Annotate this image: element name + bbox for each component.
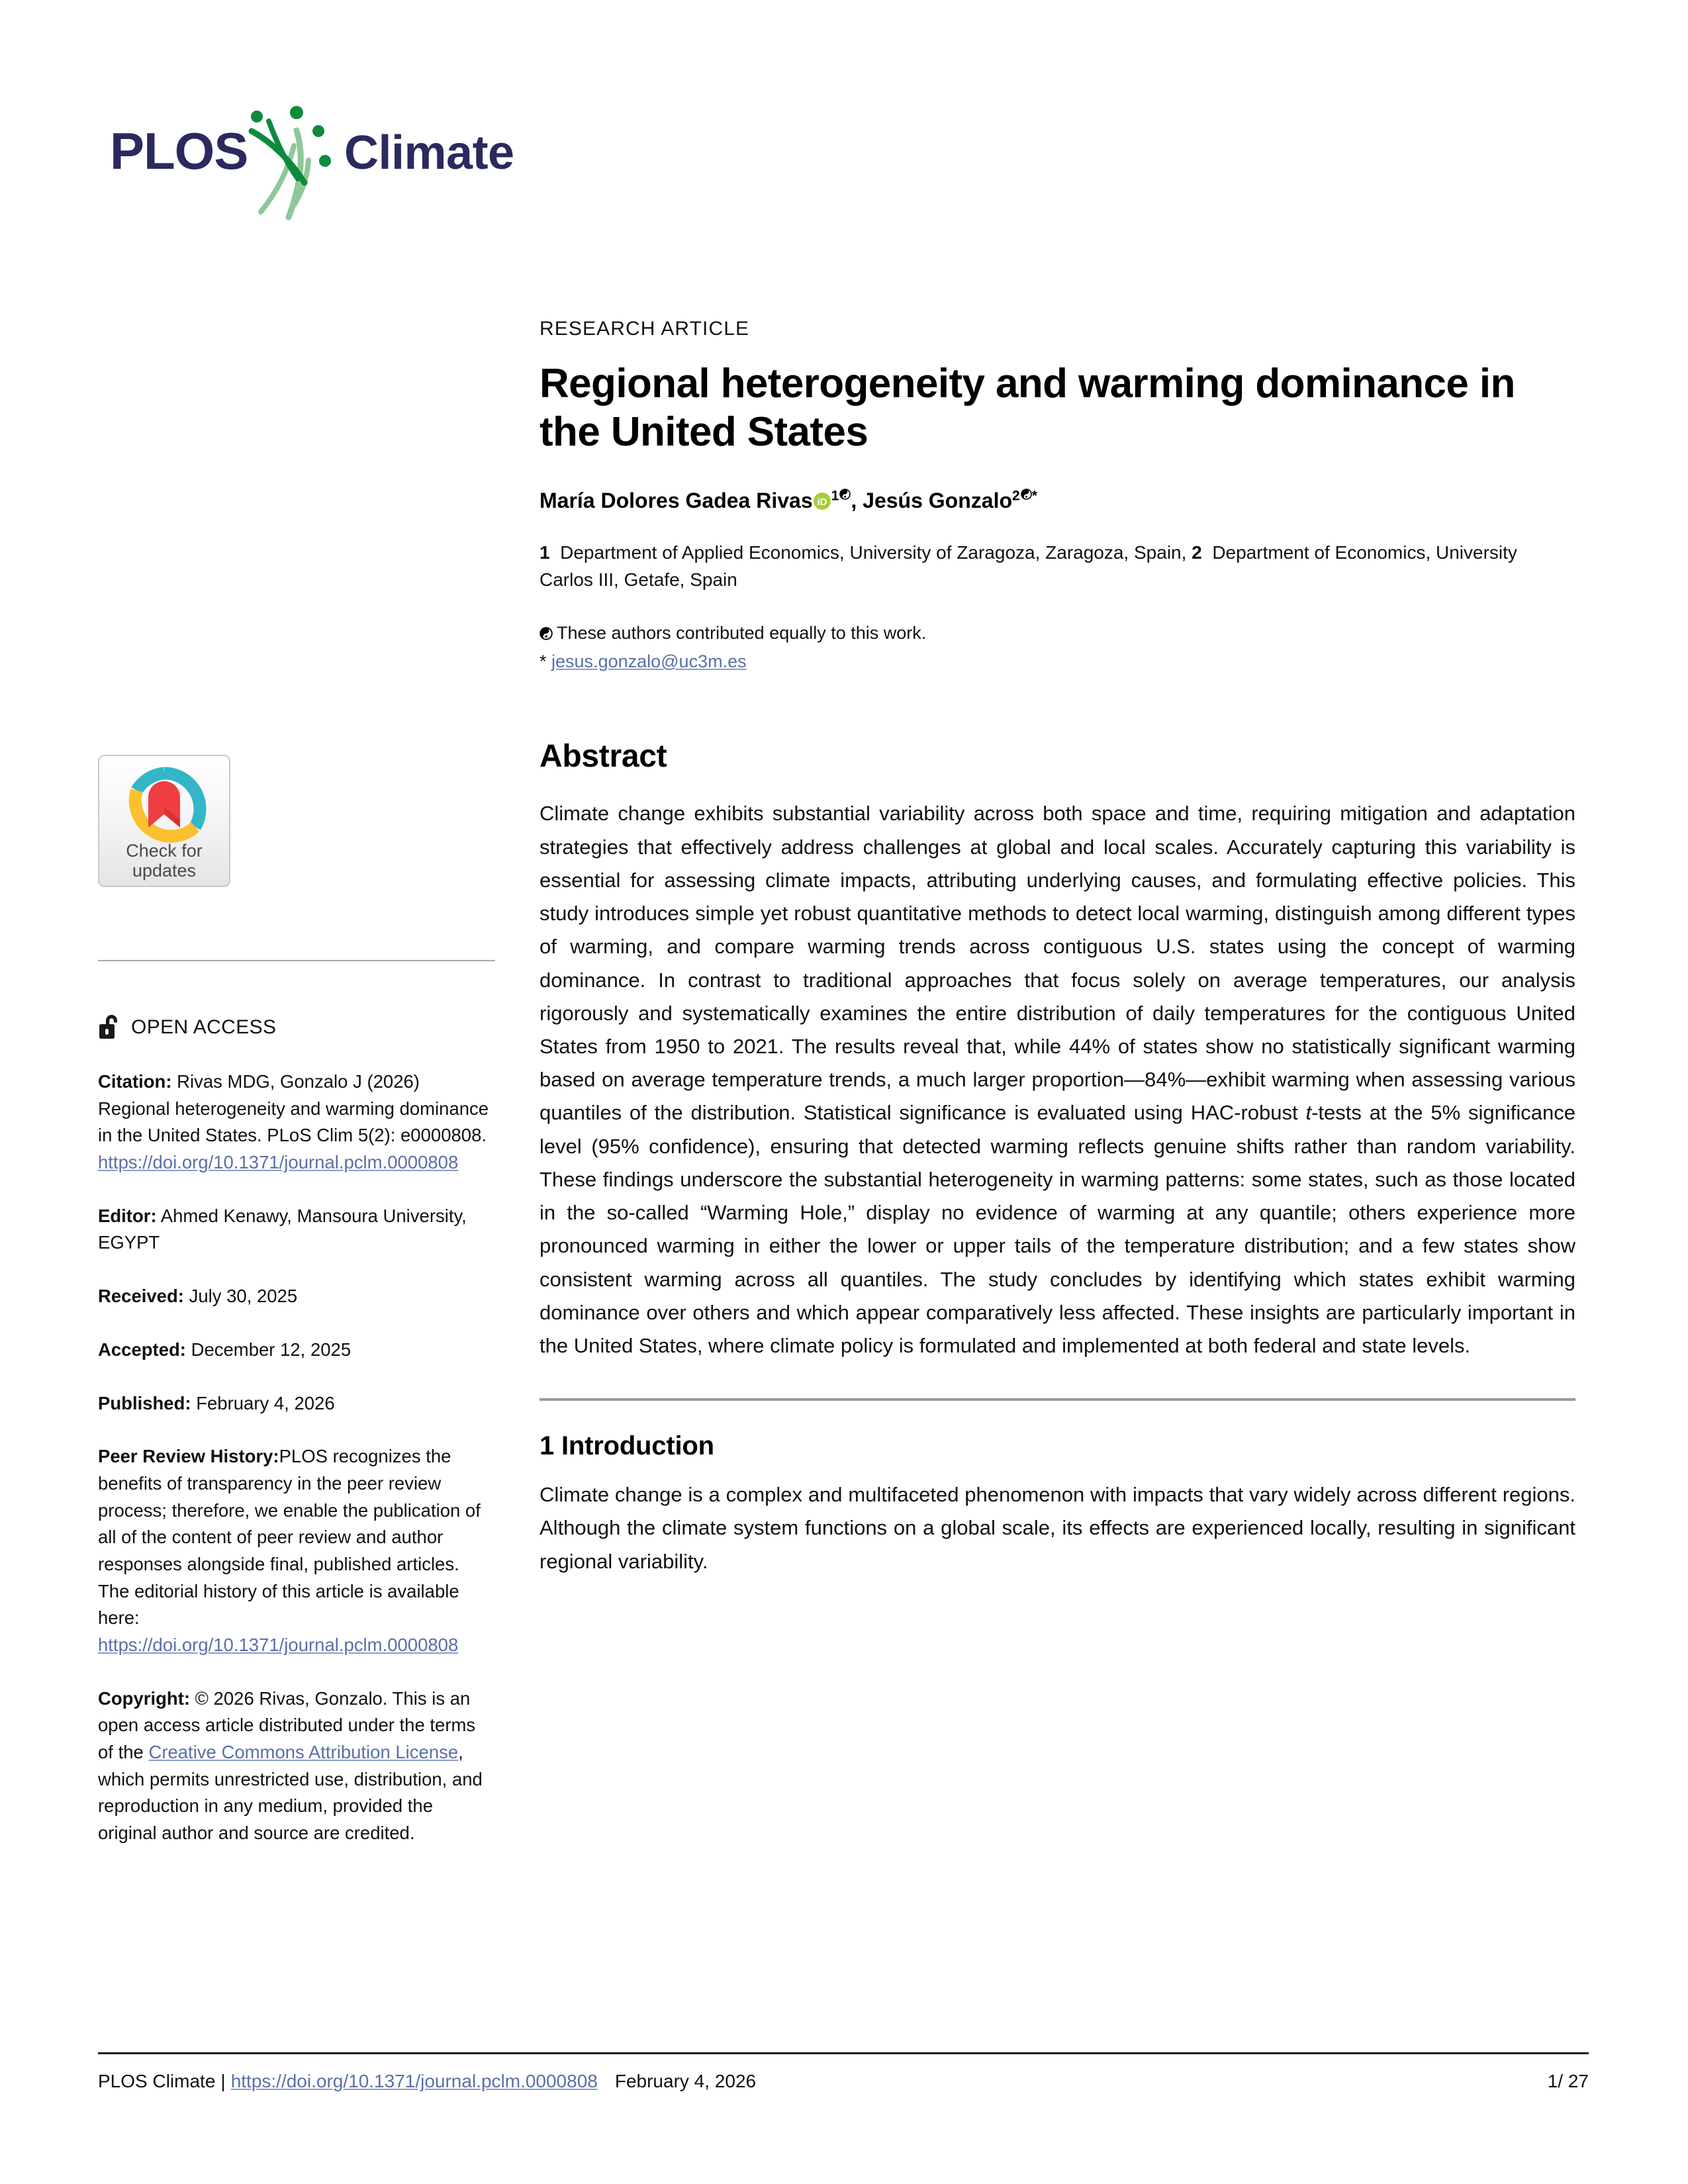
affiliation-1-number: 1 (539, 542, 550, 563)
sidebar (98, 755, 495, 1847)
plos-climate-logo-icon (98, 99, 522, 225)
accepted-date: December 12, 2025 (191, 1339, 352, 1360)
crossmark-badge[interactable] (98, 755, 230, 887)
published-block (98, 1390, 495, 1417)
published-label: Published: (98, 1392, 191, 1413)
footer-doi-link[interactable]: https://doi.org/10.1371/journal.pclm.0000808 (230, 2071, 598, 2091)
citation-label: Citation: (98, 1071, 172, 1092)
sidebar-divider (98, 960, 495, 961)
author-notes (539, 620, 1575, 675)
abstract-part-2: -tests at the 5% significance level (95% confidence), ensuring that detected warming reflects genuine shifts rather than random variability. These findings underscore the substantial heterogeneity in warming patterns: some states, such as those located in the so-called “Warming Hole,” display no evidence of warming at any quantile; others experience more pronounced warming in either the lower or upper tails of the temperature distribution; and a few states show consistent warming across all quantiles. The study concludes by identifying which states exhibit warming dominance over others and which appear comparatively less affected. These insights are particularly important in the United States, where climate policy is formulated and implemented at both federal and state levels. (539, 1101, 1575, 1357)
editor-block (98, 1203, 495, 1257)
cc-license-link[interactable]: Creative Commons Attribution License (148, 1742, 459, 1763)
crossmark-line-1: Check for (126, 840, 203, 861)
footer-date: February 4, 2026 (614, 2071, 757, 2091)
crossmark-label (99, 841, 229, 880)
open-lock-icon (98, 1013, 122, 1042)
author-name-1: María Dolores Gadea Rivas (539, 489, 813, 513)
article-type-kicker: RESEARCH ARTICLE (539, 318, 750, 340)
citation-doi-link[interactable]: https://doi.org/10.1371/journal.pclm.0000808 (98, 1152, 459, 1173)
footer-separator: | (220, 2071, 226, 2091)
accepted-block (98, 1337, 495, 1364)
abstract-heading: Abstract (539, 739, 667, 775)
equal-contribution-icon (539, 621, 553, 648)
section-divider (539, 1398, 1575, 1401)
editor-label: Editor: (98, 1205, 157, 1226)
main-content (539, 318, 1575, 1578)
editor-text: Ahmed Kenawy, Mansoura University, EGYPT (98, 1205, 467, 1253)
copyright-label: Copyright: (98, 1687, 191, 1709)
citation-text: Rivas MDG, Gonzalo J (2026) Regional heterogeneity and warming dominance in the United States. PLoS Clim 5(2): e0000808. (98, 1071, 489, 1146)
journal-logo[interactable] (98, 99, 522, 232)
open-access-label: OPEN ACCESS (131, 1016, 277, 1038)
page-title: Regional heterogeneity and warming dominance in the United States (539, 361, 1515, 455)
introduction-paragraph: Climate change is a complex and multifaceted phenomenon with impacts that vary widely across different regions. Although the climate system functions on a global scale, its effects are experienced locally, resulting in significant regional variability. (539, 1483, 1575, 1573)
corresponding-author-marker: * (1031, 488, 1037, 504)
peer-review-block (98, 1443, 495, 1659)
author-2-affiliation-marker: 2 (1012, 488, 1020, 504)
open-access-badge (98, 1013, 495, 1042)
abstract-part-1: Climate change exhibits substantial variability across both space and time, requiring mitigation and adaptation strategies that effectively address challenges at global and local scales. Accurately capturing this variability is essential for assessing climate impacts, attributing underlying causes, and formulating effective policies. This study introduces simple yet robust quantitative methods to detect local warming, distinguish among different types of warming, and compare warming trends across contiguous U.S. states using the concept of warming dominance. In contrast to traditional approaches that focus solely on average temperatures, our analysis rigorously and systematically examines the entire distribution of daily temperatures for the contiguous United States from 1950 to 2021. The results reveal that, while 44% of states show no statistically significant warming based on average temperature trends, a much larger proportion—84%—exhibit warming when assessing various quantiles of the distribution. Statistical significance is evaluated using HAC-robust (539, 802, 1575, 1125)
svg-text:iD: iD (817, 497, 827, 508)
peer-review-label: Peer Review History: (98, 1446, 279, 1467)
footer-divider (98, 2052, 1589, 2054)
accepted-label: Accepted: (98, 1339, 186, 1360)
footer-left (98, 2071, 756, 2092)
page-footer (98, 2071, 1589, 2092)
svg-text:Climate: Climate (344, 126, 514, 179)
equal-contribution-note (539, 620, 1575, 648)
affiliation-2-number: 2 (1192, 542, 1202, 563)
corresponding-email-link[interactable]: jesus.gonzalo@uc3m.es (551, 651, 747, 671)
received-block (98, 1283, 495, 1310)
published-date: February 4, 2026 (196, 1392, 335, 1413)
crossmark-line-2: updates (132, 860, 197, 880)
footer-journal-name: PLOS Climate (98, 2071, 216, 2091)
equal-contribution-text: These authors contributed equally to this work. (557, 623, 927, 643)
equal-contribution-marker-2 (1021, 487, 1032, 505)
author-name-2: Jesús Gonzalo (863, 489, 1012, 513)
affiliation-1-text: Department of Applied Economics, University of Zaragoza, Zaragoza, Spain, (560, 542, 1192, 563)
author-separator: , (851, 489, 863, 513)
affiliations (539, 540, 1575, 593)
author-1-affiliation-marker: 1 (831, 488, 839, 504)
affiliation-2-text: Department of Economics, University Carlos III, Getafe, Spain (539, 542, 1517, 590)
footer-page-number: 1/ 27 (1547, 2071, 1589, 2091)
svg-text:PLOS: PLOS (110, 122, 248, 180)
received-label: Received: (98, 1286, 184, 1307)
abstract-italic-t: t (1305, 1101, 1312, 1125)
copyright-text-before: © 2026 Rivas, Gonzalo. This is an open access article distributed under the terms of the (98, 1687, 476, 1763)
author-list (539, 487, 1575, 517)
copyright-block (98, 1685, 495, 1847)
orcid-icon[interactable] (814, 489, 831, 517)
copyright-text-after: , which permits unrestricted use, distribution, and reproduction in any medium, provided the original author and source are credited. (98, 1742, 483, 1844)
citation-block (98, 1068, 495, 1176)
peer-review-doi-link[interactable]: https://doi.org/10.1371/journal.pclm.0000808 (98, 1635, 459, 1655)
peer-review-text: PLOS recognizes the benefits of transparency in the peer review process; therefore, we enable the publication of all of the content of peer review and author responses alongside final, published articles. The editorial history of this article is available here: (98, 1446, 481, 1629)
corresponding-author-note (539, 648, 1575, 675)
equal-contribution-marker-1 (839, 487, 851, 505)
corresponding-asterisk: * (539, 651, 547, 671)
abstract-body (539, 797, 1575, 1362)
introduction-heading: 1 Introduction (539, 1431, 714, 1461)
received-date: July 30, 2025 (189, 1286, 298, 1307)
